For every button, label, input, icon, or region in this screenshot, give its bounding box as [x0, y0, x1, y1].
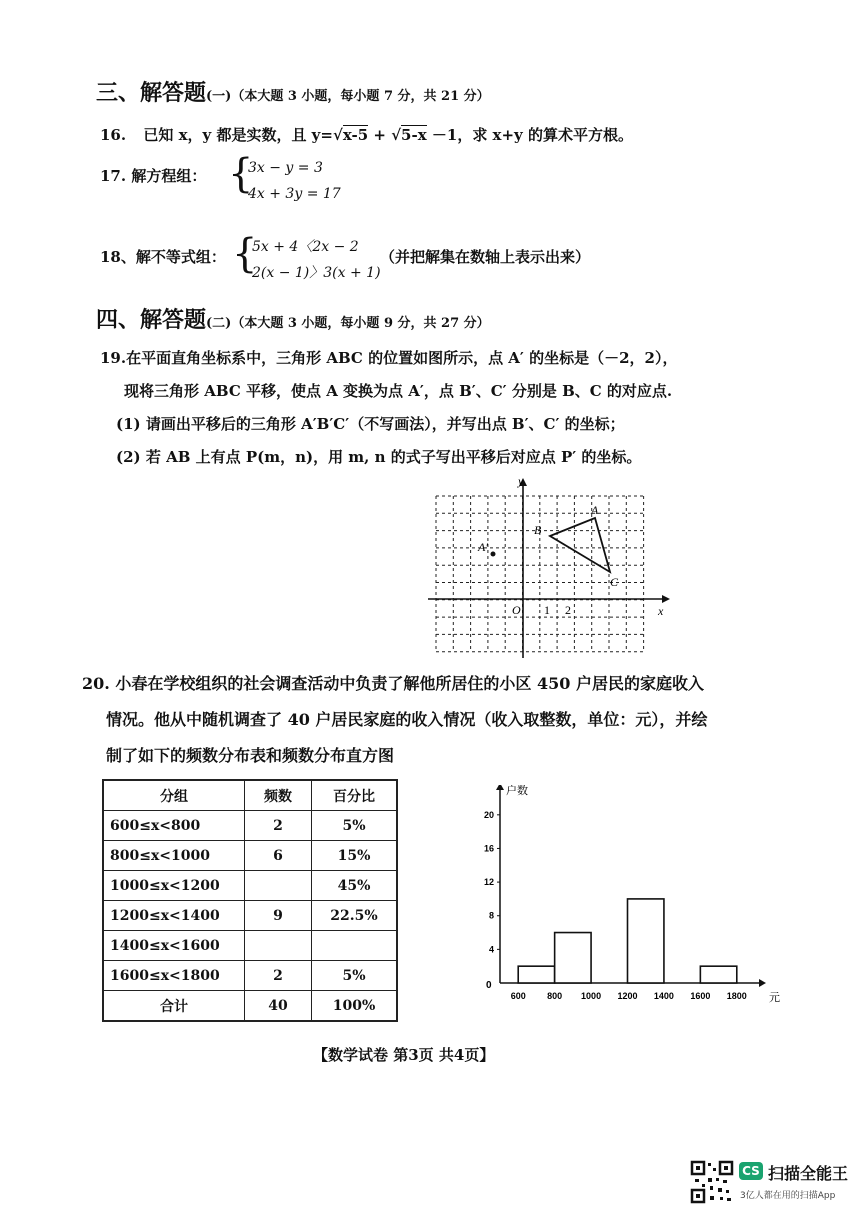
table-cell: 15%	[312, 841, 398, 871]
table-cell	[245, 871, 312, 901]
table-cell	[312, 931, 398, 961]
histogram-x-label: 元	[769, 992, 780, 1004]
page-footer: 【数学试卷 第3页 共4页】	[313, 1046, 495, 1064]
histogram-x-tick-label: 600	[510, 991, 526, 1001]
table-cell: 600≤x<800	[103, 811, 245, 841]
q18-ineq1: 5x + 4〈2x − 2	[252, 239, 359, 255]
table-row-total	[103, 991, 397, 1022]
histogram-x-tick-label: 1200	[617, 991, 638, 1001]
label-a-prime: A′	[478, 540, 488, 554]
table-row	[103, 961, 397, 991]
section3-title: 三、解答题	[96, 81, 207, 106]
section4-note: （本大题 3 小题，每小题 9 分，共 27 分）	[231, 316, 490, 331]
table-cell: 5%	[312, 811, 398, 841]
table-cell: 1000≤x<1200	[103, 871, 245, 901]
histogram-x-tick-label: 800	[547, 991, 563, 1001]
table-cell: 22.5%	[312, 901, 398, 931]
q16-text-a: 已知 x，y 都是实数，且 y=	[143, 126, 333, 144]
histogram-x-tick-label: 1800	[726, 991, 747, 1001]
section4-header	[96, 303, 490, 334]
histogram-y-tick-label: 20	[483, 809, 494, 820]
q20-line3: 制了如下的频数分布表和频数分布直方图	[106, 746, 395, 765]
scanner-tagline: 3亿人都在用的扫描App	[740, 1191, 836, 1201]
table-cell: 5%	[312, 961, 398, 991]
x-tick-1: 1	[544, 603, 550, 617]
label-c: C	[610, 575, 619, 589]
q16-number: 16.	[100, 126, 127, 144]
q19-line4: (2) 若 AB 上有点 P(m，n)，用 m, n 的式子写出平移后对应点 P′ 的坐标。	[116, 448, 642, 466]
table-cell	[245, 931, 312, 961]
table-cell: 100%	[312, 991, 398, 1022]
q17-brace-icon: {	[228, 151, 254, 197]
q17-label: 17. 解方程组：	[100, 167, 207, 185]
table-cell: 45%	[312, 871, 398, 901]
histogram-y-label: 户数	[506, 785, 528, 797]
q18-ineq2: 2(x − 1)〉3(x + 1)	[252, 265, 381, 281]
table-cell: 40	[245, 991, 312, 1022]
q17-eq1: 3x − y = 3	[248, 160, 323, 176]
table-row	[103, 931, 397, 961]
section3-note: （本大题 3 小题，每小题 7 分，共 21 分）	[231, 89, 490, 104]
table-cell: 9	[245, 901, 312, 931]
frequency-table	[102, 779, 398, 1022]
table-header: 百分比	[312, 780, 398, 811]
table-cell: 6	[245, 841, 312, 871]
triangle-abc	[550, 518, 610, 572]
histogram-y-tick-label: 8	[488, 910, 494, 921]
table-cell: 1600≤x<1800	[103, 961, 245, 991]
table-header: 频数	[245, 780, 312, 811]
grid-lines	[436, 496, 644, 652]
histogram-bar	[518, 966, 554, 983]
section3-subtitle: (一)	[206, 89, 232, 104]
histogram-y-tick-label: 12	[483, 877, 494, 888]
x-tick-2: 2	[565, 603, 571, 617]
x-axis-label: x	[658, 604, 664, 618]
q16-sqrt2-radicand: 5-x	[401, 126, 427, 144]
q19-line2: 现将三角形 ABC 平移，使点 A 变换为点 A′，点 B′、C′ 分别是 B、C 的对应点.	[124, 382, 673, 400]
qr-code-icon	[690, 1160, 734, 1204]
scanner-name: 扫描全能王	[768, 1164, 849, 1183]
q18-brace-icon: {	[232, 231, 258, 277]
histogram-bar	[555, 933, 591, 983]
histogram-y-tick-label: 4	[488, 944, 494, 955]
q16-plus: +	[368, 126, 392, 144]
q18-note: （并把解集在数轴上表示出来）	[380, 248, 591, 266]
q20-line1: 20. 小春在学校组织的社会调查活动中负责了解他所居住的小区 450 户居民的家庭收入	[82, 674, 704, 693]
table-cell: 1400≤x<1600	[103, 931, 245, 961]
q17-eq2: 4x + 3y = 17	[248, 186, 341, 202]
point-a-prime	[491, 552, 496, 557]
table-header-row	[103, 780, 397, 811]
q16-sqrt1-radicand: x-5	[342, 126, 369, 144]
label-a: A	[591, 503, 599, 517]
origin-label: O	[512, 603, 521, 617]
q19-line1: 19.在平面直角坐标系中，三角形 ABC 的位置如图所示，点 A′ 的坐标是（－2，2），	[100, 349, 678, 367]
table-cell: 合计	[103, 991, 245, 1022]
label-b: B	[534, 523, 542, 537]
table-row	[103, 901, 397, 931]
table-cell: 2	[245, 811, 312, 841]
table-header: 分组	[103, 780, 245, 811]
table-cell: 800≤x<1000	[103, 841, 245, 871]
histogram-bar	[628, 899, 664, 983]
x-axis-arrow-icon	[662, 595, 670, 603]
section4-subtitle: (二)	[206, 316, 232, 331]
section3-header	[96, 76, 490, 107]
q19-line3: (1) 请画出平移后的三角形 A′B′C′（不写画法），并写出点 B′、C′ 的坐标；	[116, 415, 625, 433]
table-row	[103, 841, 397, 871]
table-cell: 2	[245, 961, 312, 991]
q20-line2: 情况。他从中随机调查了 40 户居民家庭的收入情况（收入取整数，单位：元），并绘	[106, 710, 708, 729]
question-16	[100, 124, 633, 145]
histogram-bar	[700, 966, 736, 983]
q16-text-b: －1，求 x+y 的算术平方根。	[426, 126, 633, 144]
section4-title: 四、解答题	[96, 308, 207, 333]
histogram-x-tick-label: 1600	[690, 991, 711, 1001]
cs-logo-icon: CS	[739, 1162, 763, 1180]
histogram-y-arrow-icon	[496, 785, 504, 790]
table-row	[103, 871, 397, 901]
q19-coordinate-graph	[420, 474, 670, 664]
histogram-origin-label: 0	[486, 980, 492, 991]
frequency-histogram	[470, 785, 780, 1010]
table-row	[103, 811, 397, 841]
q16-sqrt1-icon: √	[332, 126, 343, 144]
histogram-x-arrow-icon	[759, 979, 766, 987]
q18-label: 18、解不等式组：	[100, 248, 226, 266]
table-cell: 1200≤x<1400	[103, 901, 245, 931]
y-axis-label: y	[518, 474, 524, 488]
q16-sqrt2-icon: √	[391, 126, 402, 144]
histogram-y-tick-label: 16	[483, 843, 494, 854]
histogram-x-tick-label: 1400	[653, 991, 674, 1001]
histogram-x-tick-label: 1000	[581, 991, 602, 1001]
